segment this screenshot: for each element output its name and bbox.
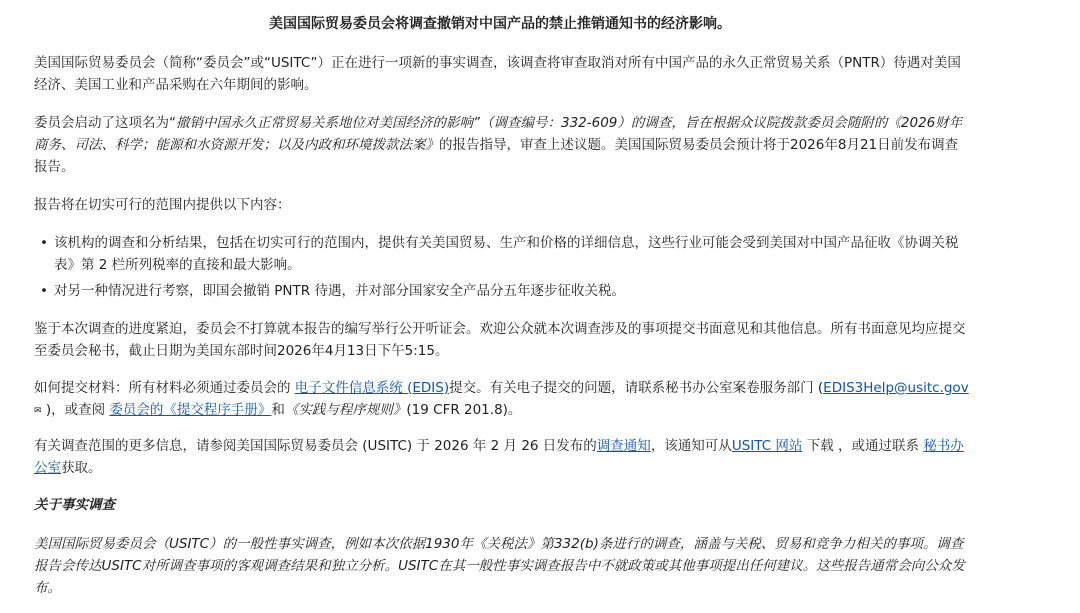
more-info-text-d: 获取。: [61, 460, 102, 476]
about-paragraph: 美国国际贸易委员会（USITC）的一般性事实调查，例如本次依据1930年《关税法》第332(b)条进行的调查，涵盖与关税、贸易和竞争力相关的事项。调查报告会传达USITC对所调查事项的客观调查结果和独立分析。USITC在其一般性事实调查报告中不就政策或其他事项提出任何建议。这些报告通常会向公众发布。: [34, 536, 965, 596]
bullet-glyph: •: [40, 235, 48, 251]
more-info-paragraph: [34, 435, 969, 479]
list-item-text: 该机构的调查和分析结果，包括在切实可行的范围内，提供有关美国贸易、生产和价格的详细信息，这些行业可能会受到美国对中国产品征收《协调关税表》第 2 栏所列税率的直接和最大影响。: [54, 235, 959, 273]
list-item: [34, 232, 969, 276]
submission-text-a: 如何提交材料：所有材料必须通过委员会的: [34, 380, 295, 396]
submission-text-b: 提交。有关电子提交的问题，请联系秘书办公室案卷服务部门 (: [449, 380, 824, 396]
list-item-text: 对另一种情况进行考察，即国会撤销 PNTR 待遇，并对部分国家安全产品分五年逐步征收关税。: [54, 283, 625, 299]
bullet-glyph: •: [40, 283, 48, 299]
rules-title: 《实践与程序规则》: [284, 402, 407, 418]
mail-icon: ✉: [34, 406, 42, 416]
submission-paragraph: [34, 377, 969, 422]
list-item: [34, 280, 969, 302]
contents-intro: 报告将在切实可行的范围内提供以下内容：: [34, 197, 291, 213]
more-info-text-a: 有关调查范围的更多信息，请参阅美国国际贸易委员会 (USITC) 于 2026 年 2 月 26 日发布的: [34, 438, 597, 454]
page-title: 美国国际贸易委员会将调查撤销对中国产品的禁止推销通知书的经济影响。: [269, 16, 731, 32]
usitc-website-link[interactable]: USITC 网站: [731, 438, 803, 454]
edis-link[interactable]: 电子文件信息系统 (EDIS): [294, 380, 450, 396]
secretary-office-link[interactable]: 秘书办公室: [34, 438, 964, 476]
contents-list: [34, 232, 969, 306]
edis-help-email-link[interactable]: EDIS3Help@usitc.gov: [823, 380, 969, 396]
launch-text-a: 委员会启动了这项名为“: [34, 115, 176, 131]
launch-text-c: 的报告指导，审查上述议题。美国国际贸易委员会预计将于2026年8月21日前发布调查报告。: [34, 137, 959, 175]
filing-handbook-link[interactable]: 委员会的《提交程序手册》: [109, 402, 272, 418]
launch-paragraph: [34, 112, 969, 178]
section-heading: 关于事实调查: [34, 497, 115, 513]
hearing-paragraph: 鉴于本次调查的进度紧迫，委员会不打算就本报告的编写举行公开听证会。欢迎公众就本次调查涉及的事项提交书面意见和其他信息。所有书面意见均应提交至委员会秘书，截止日期为美国东部时间2026年4月13日下午5:15。: [34, 321, 966, 359]
notice-link[interactable]: 调查通知: [596, 438, 651, 454]
submission-text-f: (19 CFR 201.8)。: [406, 402, 522, 418]
more-info-text-c: 下载 ，或通过联系: [802, 438, 924, 454]
launch-text-italic: 撤销中国永久正常贸易关系地位对美国经济的影响”（调查编号：332-609）的调查，旨在根据众议院拨款委员会随附的《2026财年商务、司法、科学；能源和水资源开发；以及内政和环境拨款法案》: [34, 115, 963, 153]
submission-text-c: )，或查阅: [41, 402, 110, 418]
intro-paragraph: 美国国际贸易委员会（简称“委员会”或“USITC”）正在进行一项新的事实调查，该调查将审查取消对所有中国产品的永久正常贸易关系（PNTR）待遇对美国经济、美国工业和产品采购在六年期间的影响。: [34, 55, 961, 93]
submission-text-d: 和: [271, 402, 285, 418]
more-info-text-b: ，该通知可从: [650, 438, 732, 454]
